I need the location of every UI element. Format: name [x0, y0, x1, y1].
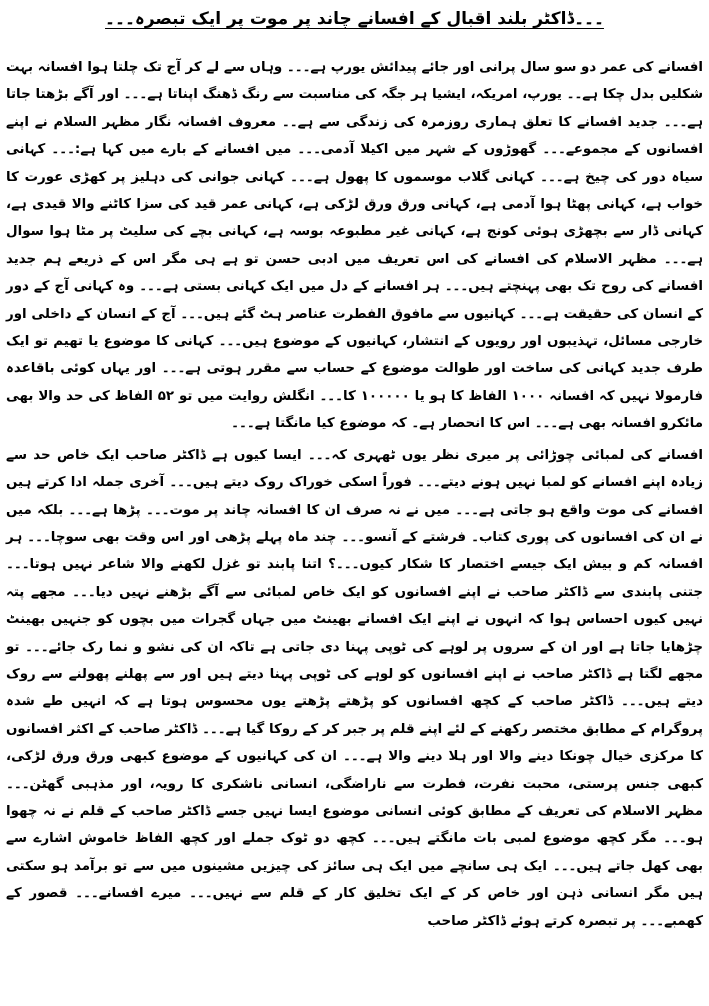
paragraph-2: افسانے کی لمبائی چوڑائی پر میری نظر یوں ٹھہری کہ۔۔۔ ایسا کیوں ہے ڈاکٹر صاحب ایک خاص حد سے زیادہ اپنے افسانے کو لمبا نہیں ہونے دیتے۔۔۔ فوراً اسکی خوراک روک دیتے ہیں۔۔۔ آخری جملہ ادا کرتے ہیں افسانے کی موت واقع ہو جاتی ہے۔۔۔ میں نے نہ صرف ان کا افسانہ چاند پر موت۔۔۔ پڑھا ہے۔۔۔ بلکہ میں نے ان کی افسانوں کی پوری کتاب۔ فرشتے کے آنسو۔۔۔ چند ماہ پہلے پڑھی اور اس وقت بھی سوچا۔۔۔ ہر افسانہ کم و بیش ایک جیسے اختصار کا شکار کیوں۔۔۔؟ اتنا پابند تو غزل لکھنے والا شاعر نہیں ہوتا۔۔۔ جتنی پابندی سے ڈاکٹر صاحب نے اپنے افسانوں کو ایک خاص لمبائی سے آگے بڑھنے نہیں دیا۔۔۔ مجھے پتہ نہیں کیوں احساس ہوا کہ انہوں نے اپنے ایک افسانے بھینٹ میں جہاں گجرات میں بچوں کو جنہیں بھینٹ چڑھایا جاتا ہے اور ان کے سروں پر لوہے کی ٹوپی پہنا دی جاتی ہے تاکہ ان کی نشو و نما رک جائے۔۔۔ تو مجھے لگتا ہے ڈاکٹر صاحب نے اپنے افسانوں کو لوہے کی ٹوپی پہنا دیتے ہیں اور سے پھلنے پھولنے سے روک دیتے ہیں۔۔۔ ڈاکٹر صاحب کے کچھ افسانوں کو پڑھتے پڑھتے یوں محسوس ہوتا ہے کہ انہیں طے شدہ پروگرام کے مطابق مختصر رکھنے کے لئے اپنے قلم پر جبر کر کے روکا گیا ہے۔۔۔ ڈاکٹر صاحب کے اکثر افسانوں کا مرکزی خیال چونکا دینے والا اور ہلا دینے والا ہے۔۔۔ ان کی کہانیوں کے موضوع کبھی ورق ورق لڑکی، کبھی جنس پرستی، محبت نفرت، فطرت سے ناراضگی، انسانی ناشکری کا رویہ، اور مذہبی گھٹن۔۔۔ مظہر الاسلام کی تعریف کے مطابق کوئی انسانی موضوع ایسا نہیں جسے ڈاکٹر صاحب کے قلم نے نہ چھوا ہو۔۔۔ مگر کچھ موضوع لمبی بات مانگتے ہیں۔۔۔ کچھ دو ٹوک جملے اور کچھ الفاظ خاموش اشارے سے بھی کھل جاتے ہیں۔۔۔ ایک ہی سانچے میں ایک ہی سائز کی چیزیں مشینوں میں سے تو برآمد ہو سکتی ہیں مگر انسانی ذہن اور خاص کر کے ایک تخلیق کار کے قلم سے نہیں۔۔۔ میرے افسانے۔۔۔ قصور کے کھمبے۔۔۔ پر تبصرہ کرتے ہوئے ڈاکٹر صاحب — [6, 447, 703, 929]
document-title: ۔۔۔ڈاکٹر بلند اقبال کے افسانے چاند پر موت پر ایک تبصرہ۔۔۔ — [105, 9, 604, 29]
paragraph-1: افسانے کی عمر دو سو سال پرانی اور جائے پیدائش یورپ ہے۔۔۔ وہاں سے لے کر آج تک چلتا ہوا افسانہ بہت شکلیں بدل چکا ہے۔۔ یورپ، امریکہ، ایشیا ہر جگہ کی مناسبت سے رنگ ڈھنگ اپناتا ہے۔۔۔ اور آگے بڑھتا جاتا ہے۔۔۔ جدید افسانے کا تعلق ہماری روزمرہ کی زندگی سے ہے۔۔ معروف افسانہ نگار مظہر السلام نے اپنے افسانوں کے مجموعے۔۔۔ گھوڑوں کے شہر میں اکیلا آدمی۔۔۔ میں افسانے کے بارے میں کہا ہے:۔۔۔ کہانی سیاہ دور کی چیخ ہے۔۔۔ کہانی گلاب موسموں کا پھول ہے۔۔۔ کہانی جوانی کی دہلیز پر کھڑی عورت کا خواب ہے، کہانی پھٹا ہوا آدمی ہے، کہانی ورق ورق لڑکی ہے، کہانی عمر قید کی سزا کاٹنے والا قیدی ہے، کہانی ڈار سے بچھڑی ہوئی کونج ہے، کہانی غیر مطبوعہ بوسہ ہے، کہانی بچے کی سلیٹ پر مٹا ہوا سوال ہے۔۔۔ مظہر الاسلام کی افسانے کی اس تعریف میں ادبی حسن تو ہے ہی مگر اس کے ذریعے ہم جدید افسانے کی روح تک بھی پہنچتے ہیں۔۔۔ ہر افسانے کے دل میں ایک کہانی بستی ہے۔۔۔ وہ کہانی آج کے دور کے انسان کی حقیقت ہے۔۔۔ کہانیوں سے مافوق الفطرت عناصر ہٹ گئے ہیں۔۔۔ آج کے انسان کے داخلی اور خارجی مسائل، تہذیبوں اور رویوں کے انتشار، کہانیوں کے موضوع ہیں۔۔۔ کہانی کا موضوع یا تھیم تو ایک طرف جدید کہانی کی ساخت اور طوالت موضوع کے حساب سے مقرر ہوتی ہے۔۔۔ اور یہاں کوئی باقاعدہ فارمولا نہیں کہ افسانہ ۱۰۰۰ الفاظ کا ہو یا ۱۰۰۰۰۰ کا۔۔۔ انگلش روایت میں تو ۵۲ الفاظ کی حد والا بھی مائکرو افسانہ بھی ہے۔۔۔ اس کا انحصار ہے۔ کہ موضوع کیا مانگتا ہے۔۔۔ — [6, 60, 703, 432]
